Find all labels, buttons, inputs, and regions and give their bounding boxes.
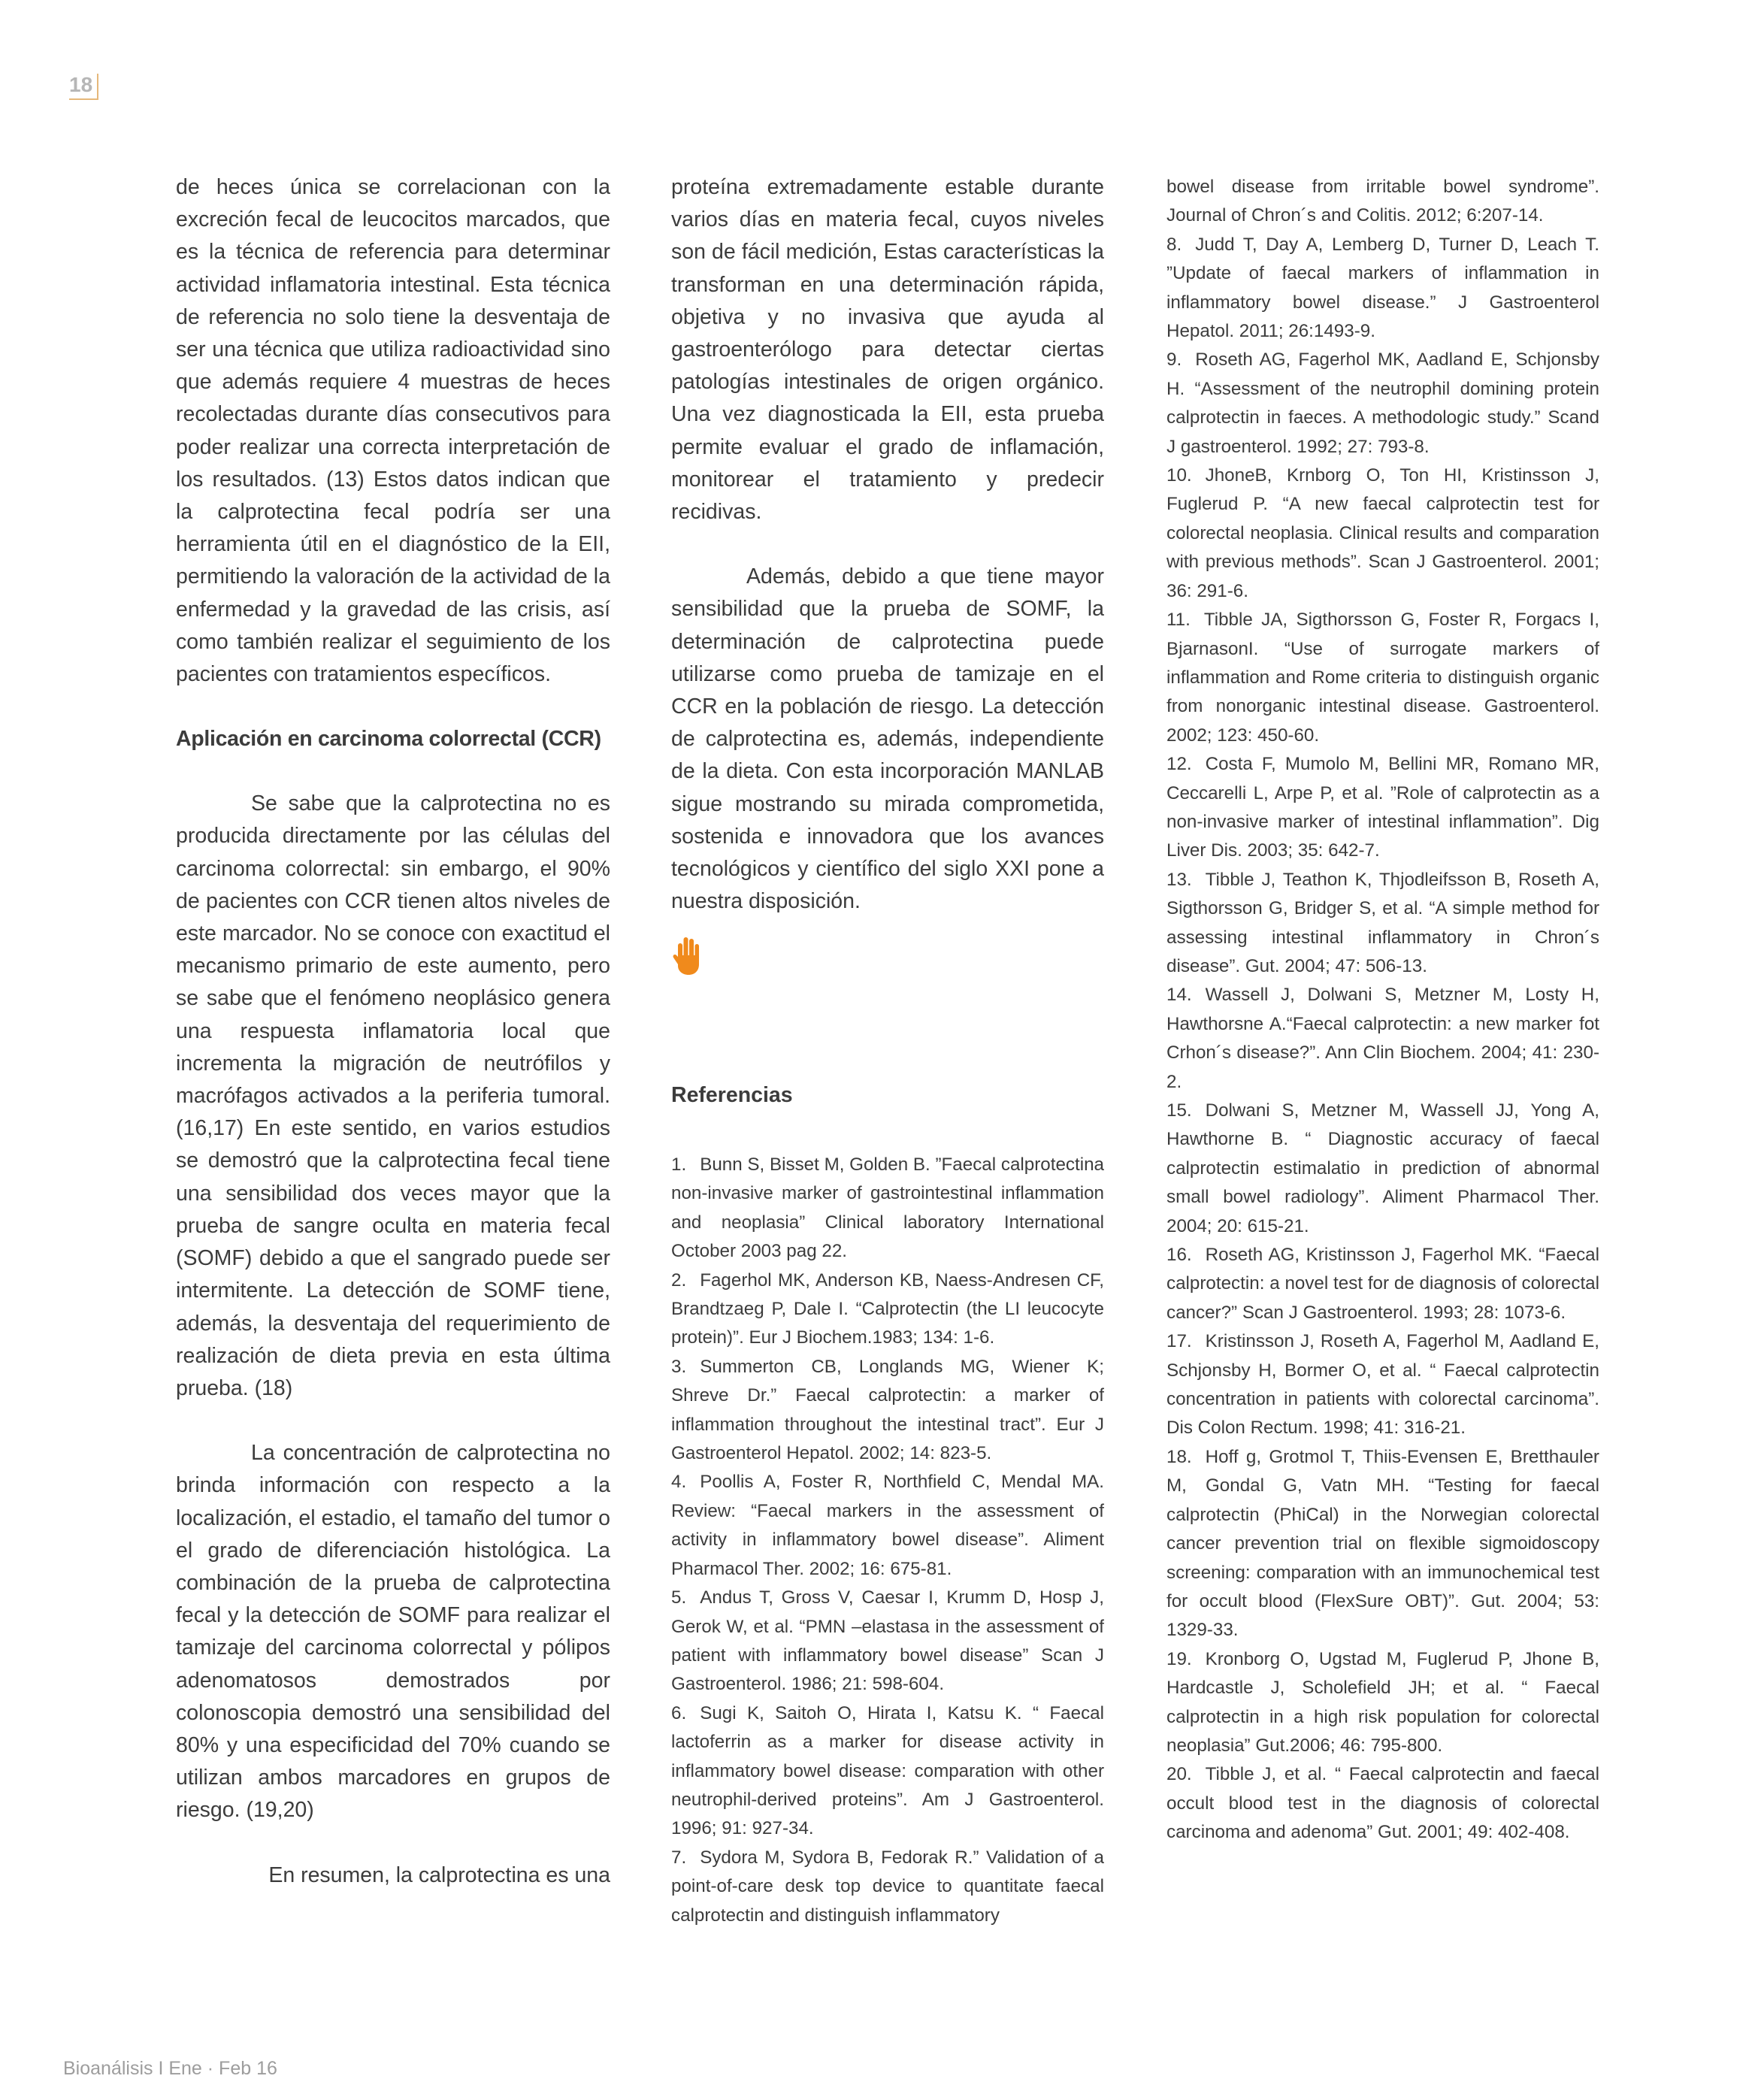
reference-number: 18. [1166,1446,1192,1467]
section-heading: Aplicación en carcinoma colorrectal (CCR) [176,727,601,752]
reference-number: 8. [1166,234,1182,255]
column-middle [671,171,1104,1945]
reference-number: 13. [1166,869,1192,890]
reference-number: 10. [1166,465,1192,486]
reference-item [671,1468,1104,1584]
reference-number: 3. [671,1356,687,1377]
reference-item [1166,866,1599,982]
paragraph: La concentración de calprotectina no brinda información con respecto a la localización, el estadio, el tamaño del tumor o el grado de diferenciación histológica. La combinación de la prueba de calprotectina fecal y la detección de SOMF para realizar el tamizaje del carcinoma colorrectal y pólipos adenomatosos demostrados por colonoscopia demostró una sensibilidad del 80% y una especificidad del 70% cuando se utilizan ambos marcadores en grupos de riesgo. (19,20) [176,1441,610,1823]
reference-text: Poollis A, Foster R, Northfield C, Mendal MA. Review: “Faecal markers in the assessment of activity in inflammatory bowel disease”. Aliment Pharmacol Ther. 2002; 16: 675-81. [671,1472,1104,1579]
reference-text: Kronborg O, Ugstad M, Fuglerud P, Jhone B, Hardcastle J, Scholefield JH; et al. “ Faecal calprotectin in a high risk population for colorectal neoplasia” Gut.2006; 46: 795-800. [1166,1648,1599,1756]
hand-icon [671,934,706,976]
reference-text: Summerton CB, Longlands MG, Wiener K; Shreve Dr.” Faecal calprotectin: a marker of inflammation throughout the intestinal tract”. Eur J Gastroenterol Hepatol. 2002; 14: 823-5. [671,1356,1104,1464]
reference-text: Roseth AG, Fagerhol MK, Aadland E, Schjonsby H. “Assessment of the neutrophil domining protein calprotectin in faeces. A methodologic study.” Scand J gastroenterol. 1992; 27: 793-8. [1166,349,1599,457]
reference-number: 15. [1166,1100,1192,1121]
reference-item [1166,1443,1599,1645]
reference-item [1166,1241,1599,1327]
reference-item [1166,1645,1599,1761]
reference-number: 2. [671,1269,687,1291]
reference-number: 4. [671,1472,687,1493]
reference-text: Andus T, Gross V, Caesar I, Krumm D, Hosp J, Gerok W, et al. “PMN –elastasa in the assessment of patient with inflammatory bowel disease” Scan J Gastroenterol. 1986; 21: 598-604. [671,1587,1104,1695]
reference-number: 1. [671,1154,687,1175]
reference-number: 5. [671,1587,687,1608]
reference-number: 12. [1166,754,1192,775]
paragraph: Además, debido a que tiene mayor sensibilidad que la prueba de SOMF, la determinación de calprotectina puede utilizarse como prueba de tamizaje en el CCR en la población de riesgo. La detección de calprotectina es, además, independiente de la dieta. Con esta incorporación MANLAB sigue mostrando su mirada comprometida, sostenida e innovadora que los avances tecnológicos y científico del siglo XXI pone a nuestra disposición. [671,564,1104,914]
reference-number: 16. [1166,1245,1192,1266]
reference-item [1166,750,1599,866]
reference-number: 20. [1166,1764,1192,1785]
reference-item [1166,1760,1599,1847]
reference-item [1166,461,1599,606]
reference-item [671,1584,1104,1699]
reference-item [1166,346,1599,461]
reference-item [671,1699,1104,1844]
references-list [671,1151,1104,1930]
reference-text: Tibble JA, Sigthorsson G, Foster R, Forgacs I, BjarnasonI. “Use of surrogate markers of inflammation and Rome criteria to distinguish organic from nonorganic intestinal disease. Gastroenterol. 2002; 123: 450-60. [1166,610,1599,746]
column-right [1166,173,1599,1847]
references-heading: Referencias [671,1083,793,1107]
paragraph: Se sabe que la calprotectina no es producida directamente por las células del carcinoma colorrectal: sin embargo, el 90% de pacientes con CCR tienen altos niveles de este marcador. No se conoce con exactitud el mecanismo primario de este aumento, pero se sabe que el fenómeno neoplásico genera una respuesta inflamatoria local que incrementa la migración de neutrófilos y macrófagos activados a la periferia tumoral. (16,17) En este sentido, en varios estudios se demostró que la calprotectina fecal tiene una sensibilidad dos veces mayor que la prueba de sangre oculta en materia fecal (SOMF) debido a que el sangrado puede ser intermitente. La detección de SOMF tiene, además, la desventaja del requerimiento de realización de dieta previa en esta última prueba. (18) [176,791,610,1400]
reference-item [1166,231,1599,346]
reference-item [1166,606,1599,750]
reference-text: Hoff g, Grotmol T, Thiis-Evensen E, Bretthauler M, Gondal G, Vatn MH. “Testing for faecal calprotectin (PhiCal) in the Norwegian colorectal cancer prevention trial on flexible sigmoidoscopy screening: comparation with an immunochemical test for occult blood (FlexSure OBT)”. Gut. 2004; 53: 1329-33. [1166,1446,1599,1641]
reference-text: Bunn S, Bisset M, Golden B. ”Faecal calprotectina non-invasive marker of gastrointestinal inflammation and neoplasia” Clinical laboratory International October 2003 pag 22. [671,1154,1104,1262]
reference-number: 9. [1166,349,1182,371]
reference-text: Wassell J, Dolwani S, Metzner M, Losty H, Hawthorsne A.“Faecal calprotectin: a new marker fot Crhon´s disease?”. Ann Clin Biochem. 2004; 41: 230-2. [1166,985,1599,1092]
reference-number: 7. [671,1847,687,1868]
reference-text: Costa F, Mumolo M, Bellini MR, Romano MR, Ceccarelli L, Arpe P, et al. ”Role of calprotectin as a non-invasive marker of intestinal inflammation”. Dig Liver Dis. 2003; 35: 642-7. [1166,754,1599,861]
reference-text: Dolwani S, Metzner M, Wassell JJ, Yong A, Hawthorne B. “ Diagnostic accuracy of faecal calprotectin estimalatio in prediction of abnormal small bowel radiology”. Aliment Pharmacol Ther. 2004; 20: 615-21. [1166,1100,1599,1236]
references-list [1166,173,1599,1847]
reference-item [671,1353,1104,1469]
reference-number: 17. [1166,1331,1192,1352]
reference-item [1166,1327,1599,1443]
reference-text: Roseth AG, Kristinsson J, Fagerhol MK. “Faecal calprotectin: a novel test for de diagnosis of colorectal cancer?” Scan J Gastroenterol. 1993; 28: 1073-6. [1166,1245,1599,1323]
paragraph: de heces única se correlacionan con la excreción fecal de leucocitos marcados, que es la técnica de referencia para determinar actividad inflamatoria intestinal. Esta técnica de referencia no solo tiene la desventaja de ser una técnica que utiliza radioactividad sino que además requiere 4 muestras de heces recolectadas durante días consecutivos para poder realizar una correcta interpretación de los resultados. (13) Estos datos indican que la calprotectina fecal podría ser una herramienta útil en el diagnóstico de la EII, permitiendo la valoración de la actividad de la enfermedad y la gravedad de las crisis, así como también realizar el seguimiento de los pacientes con tratamientos específicos. [176,175,610,687]
reference-text: JhoneB, Krnborg O, Ton HI, Kristinsson J, Fuglerud P. “A new faecal calprotectin test for colorectal neoplasia. Clinical results and comparation with previous methods”. Scan J Gastroenterol. 2001; 36: 291-6. [1166,465,1599,601]
reference-number: 14. [1166,985,1192,1006]
reference-text: Tibble J, et al. “ Faecal calprotectin and faecal occult blood test in the diagnosis of colorectal carcinoma and adenoma” Gut. 2001; 49: 402-408. [1166,1764,1599,1843]
reference-number: 6. [671,1702,687,1723]
reference-text: bowel disease from irritable bowel syndrome”. Journal of Chron´s and Colitis. 2012; 6:207-14. [1166,177,1599,226]
reference-item [1166,1097,1599,1241]
column-left [176,171,610,1892]
reference-text: Sydora M, Sydora B, Fedorak R.” Validation of a point-of-care desk top device to quantitate faecal calprotectin and distinguish inflammatory [671,1847,1104,1926]
reference-text: Fagerhol MK, Anderson KB, Naess-Andresen CF, Brandtzaeg P, Dale I. “Calprotectin (the LI leucocyte protein)”. Eur J Biochem.1983; 134: 1-6. [671,1269,1104,1348]
reference-text: Tibble J, Teathon K, Thjodleifsson B, Roseth A, Sigthorsson G, Bridger S, et al. “A simple method for assessing intestinal inflammatory in Chron´s disease”. Gut. 2004; 47: 506-13. [1166,869,1599,976]
reference-number: 11. [1166,610,1191,631]
page-number: 18 [69,74,98,100]
reference-item [671,1266,1104,1353]
reference-item [1166,173,1599,231]
reference-number: 19. [1166,1648,1192,1669]
footer: Bioanálisis I Ene · Feb 16 [63,2058,277,2079]
reference-text: Judd T, Day A, Lemberg D, Turner D, Leach T. ”Update of faecal markers of inflammation in inflammatory bowel disease.” J Gastroenterol Hepatol. 2011; 26:1493-9. [1166,234,1599,342]
reference-item [1166,981,1599,1097]
reference-text: Kristinsson J, Roseth A, Fagerhol M, Aadland E, Schjonsby H, Bormer O, et al. “ Faecal calprotectin concentration in patients with colorectal carcinoma”. Dis Colon Rectum. 1998; 41: 316-21. [1166,1331,1599,1439]
reference-item [671,1151,1104,1266]
paragraph: proteína extremadamente estable durante varios días en materia fecal, cuyos niveles son de fácil medición, Estas características la transforman en una determinación rápida, objetiva y no invasiva que ayuda al gastroenterólogo para detectar ciertas patologías intestinales de origen orgánico. Una vez diagnosticada la EII, esta prueba permite evaluar el grado de inflamación, monitorear el tratamiento y predecir recidivas. [671,175,1104,525]
reference-item [671,1844,1104,1930]
paragraph: En resumen, la calprotectina es una [268,1862,610,1887]
reference-text: Sugi K, Saitoh O, Hirata I, Katsu K. “ Faecal lactoferrin as a marker for disease activity in inflammatory bowel disease: comparation with other neutrophil-derived proteins”. Am J Gastroenterol. 1996; 91: 927-34. [671,1702,1104,1839]
